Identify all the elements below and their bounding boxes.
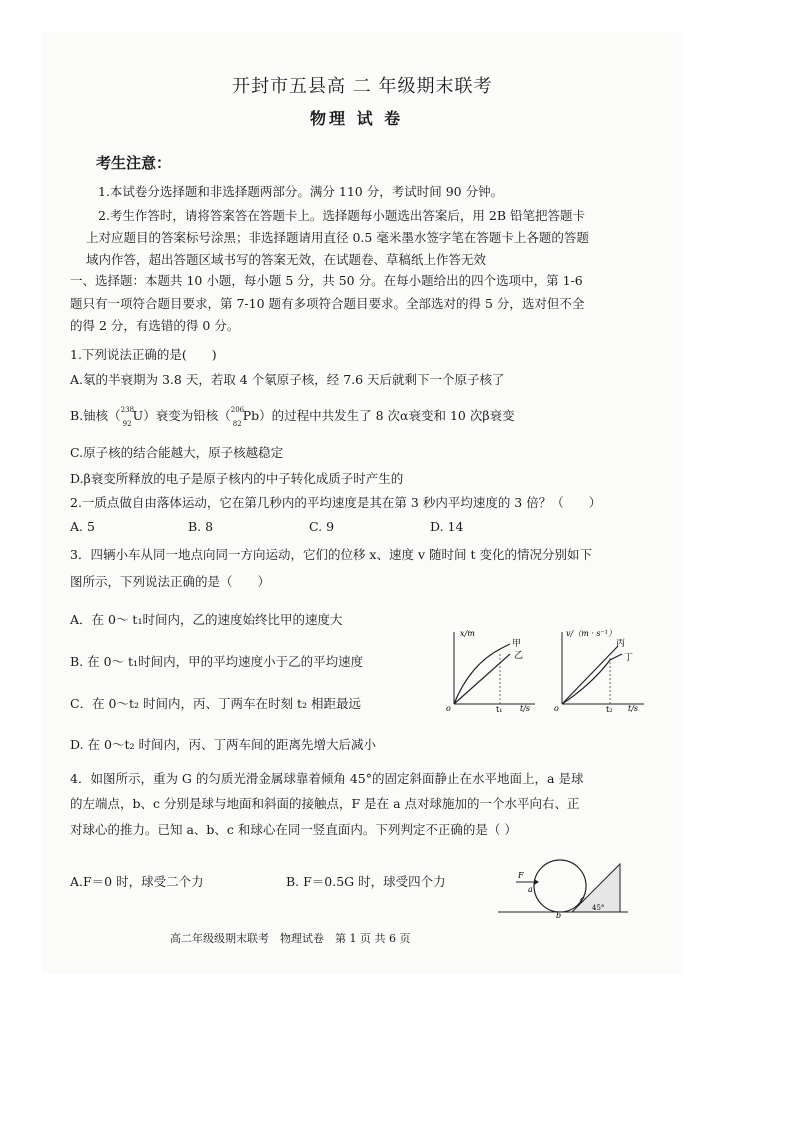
- q4-option-b: B. F＝0.5G 时，球受四个力: [286, 874, 446, 889]
- exam-subject: 物理 试 卷: [310, 109, 404, 128]
- q1-option-b: B.铀核（ 238 92 U）衰变为铅核（ 206 82 Pb）的过程中共发生了 8 次α衰变和 10 次β衰变: [70, 406, 515, 428]
- notice-line-1: 1.本试卷分选择题和非选择题两部分。满分 110 分，考试时间 90 分钟。: [98, 184, 504, 199]
- vt-bing-label: 丙: [616, 639, 626, 649]
- notice-line-4: 域内作答，超出答题区域书写的答案无效，在试题卷、草稿纸上作答无效: [86, 252, 487, 267]
- notice-heading: 考生注意：: [96, 154, 172, 172]
- xt-yi-label: 乙: [514, 651, 524, 661]
- xt-curve-jia: [454, 644, 510, 704]
- force-label: F: [518, 871, 524, 880]
- lead-nuclide: 206 82 Pb: [230, 406, 260, 428]
- notice-line-2: 2.考生作答时，请将答案答在答题卡上。选择题每小题选出答案后，用 2B 铅笔把答题卡: [98, 208, 586, 223]
- vt-curve-ding: [562, 654, 622, 704]
- vt-y-label: v/（m · s⁻¹）: [566, 629, 616, 638]
- vt-ding-label: 丁: [624, 653, 634, 663]
- section1-line-2: 题只有一项符合题目要求，第 7-10 题有多项符合题目要求。全部选对的得 5 分，选对但不全: [70, 296, 585, 311]
- q4-stem-1: 4．如图所示，重为 G 的匀质光滑金属球靠着倾角 45°的固定斜面静止在水平地面上，a 是球: [70, 771, 584, 786]
- q1-option-a: A.氡的半衰期为 3.8 天，若取 4 个氡原子核，经 7.6 天后就剩下一个原子核了: [70, 372, 505, 387]
- ball-slope-figure: [494, 846, 634, 920]
- q4-stem-3: 对球心的推力。已知 a、b、c 和球心在同一竖直面内。下列判定不正确的是（ ）: [70, 822, 517, 837]
- vt-x-label: t/s: [628, 704, 639, 712]
- q3-stem-1: 3．四辆小车从同一地点向同一方向运动，它们的位移 x、速度 v 随时间 t 变化的情况分别如下: [70, 547, 592, 562]
- point-b-label: b: [556, 911, 562, 920]
- q2-option-a: A. 5: [70, 519, 95, 534]
- q2-option-d: D. 14: [430, 519, 464, 534]
- q2-stem: 2.一质点做自由落体运动，它在第几秒内的平均速度是其在第 3 秒内平均速度的 3 倍？（ ）: [70, 495, 602, 510]
- metal-ball: [534, 860, 586, 912]
- vt-curve-bing: [562, 646, 618, 704]
- xt-y-label: x/m: [460, 629, 475, 638]
- point-c-label: c: [580, 895, 585, 904]
- q3-option-b: B. 在 0～ t₁时间内，甲的平均速度小于乙的平均速度: [70, 654, 364, 669]
- q3-option-d: D. 在 0～t₂ 时间内，丙、丁两车间的距离先增大后减小: [70, 737, 376, 752]
- vt-t2-label: t₂: [606, 705, 613, 712]
- q1-stem: 1.下列说法正确的是( ): [70, 347, 217, 362]
- exam-title: 开封市五县高 二 年级期末联考: [232, 76, 493, 97]
- q1-option-d: D.β衰变所释放的电子是原子核内的中子转化成质子时产生的: [70, 471, 404, 486]
- q2-option-b: B. 8: [188, 519, 214, 534]
- xt-t1-label: t₁: [496, 705, 503, 712]
- force-arrowhead: [534, 879, 539, 885]
- q4-stem-2: 的左端点，b、c 分别是球与地面和斜面的接触点，F 是在 a 点对球施加的一个水平向右、正: [70, 796, 580, 811]
- notice-line-3: 上对应题目的答案标号涂黑；非选择题请用直径 0.5 毫米墨水签字笔在答题卡上各题的答题: [86, 230, 589, 245]
- section1-line-3: 的得 2 分，有选错的得 0 分。: [70, 318, 240, 333]
- xt-x-label: t/s: [520, 704, 531, 712]
- uranium-nuclide: 238 92 U: [120, 406, 144, 428]
- q2-option-c: C. 9: [309, 519, 335, 534]
- q3-option-c: C．在 0～t₂ 时间内，丙、丁两车在时刻 t₂ 相距最远: [70, 696, 361, 711]
- q1-option-c: C.原子核的结合能越大，原子核越稳定: [70, 445, 284, 460]
- page-footer: 高二年级级期末联考 物理试卷 第 1 页 共 6 页: [170, 932, 411, 945]
- section1-line-1: 一、选择题：本题共 10 小题，每小题 5 分，共 50 分。在每小题给出的四个选项中，第 1-6: [70, 273, 583, 288]
- q4-option-a: A.F＝0 时，球受二个力: [70, 874, 204, 889]
- point-a-label: a: [528, 885, 533, 894]
- q3-option-a: A．在 0～ t₁时间内，乙的速度始终比甲的速度大: [70, 612, 343, 627]
- xt-origin: o: [446, 704, 451, 712]
- vt-graph: [552, 624, 652, 712]
- xt-jia-label: 甲: [512, 639, 522, 649]
- angle-label: 45°: [592, 904, 605, 912]
- q3-stem-2: 图所示，下列说法正确的是（ ）: [70, 574, 271, 589]
- xt-graph: [440, 624, 540, 712]
- vt-origin: o: [554, 704, 559, 712]
